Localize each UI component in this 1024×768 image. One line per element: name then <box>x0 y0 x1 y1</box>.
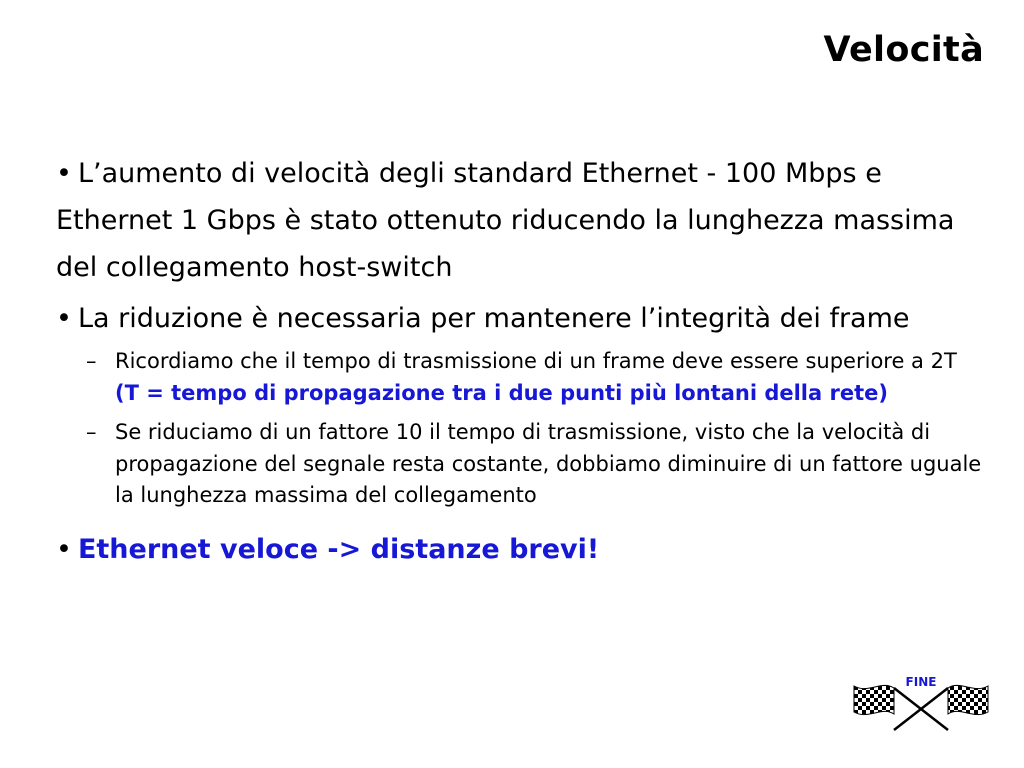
bullet-dot: • <box>56 303 72 334</box>
bullet-text: Ethernet veloce -> distanze brevi! <box>77 533 600 565</box>
bullet-dot: • <box>56 533 72 565</box>
sub-bullet-text: Se riduciamo di un fattore 10 il tempo di trasmissione, visto che la velocità di propagazione del segnale resta costante, dobbiamo diminuire di un fattore uguale la lunghezza massima del collegamento <box>115 420 982 507</box>
sub-bullet-dash: – <box>86 420 97 444</box>
checkered-flags-icon <box>850 674 992 732</box>
left-checkered-flag <box>854 685 894 714</box>
logo-label: FINE <box>905 675 937 689</box>
bullet-text: L’aumento di velocità degli standard Ethernet - 100 Mbps e Ethernet 1 Gbps è stato ottenuto riducendo la lunghezza massima del collegamento host-switch <box>56 158 955 283</box>
right-checkered-flag <box>948 685 988 714</box>
sub-bullet-highlight: (T = tempo di propagazione tra i due punti più lontani della rete) <box>115 380 888 405</box>
sub-bullet-item <box>56 417 986 512</box>
bullet-text: La riduzione è necessaria per mantenere l’integrità dei frame <box>77 303 910 334</box>
slide-title: Velocità <box>823 30 984 70</box>
bullet-item <box>56 150 986 291</box>
bullet-item <box>56 295 986 342</box>
slide-content <box>56 150 986 577</box>
bullet-dot: • <box>56 158 72 189</box>
sub-bullet-item <box>56 346 986 409</box>
bullet-item <box>56 526 986 573</box>
sub-bullet-text: Ricordiamo che il tempo di trasmissione di un frame deve essere superiore a 2T <box>115 349 957 373</box>
sub-bullet-dash: – <box>86 349 97 373</box>
